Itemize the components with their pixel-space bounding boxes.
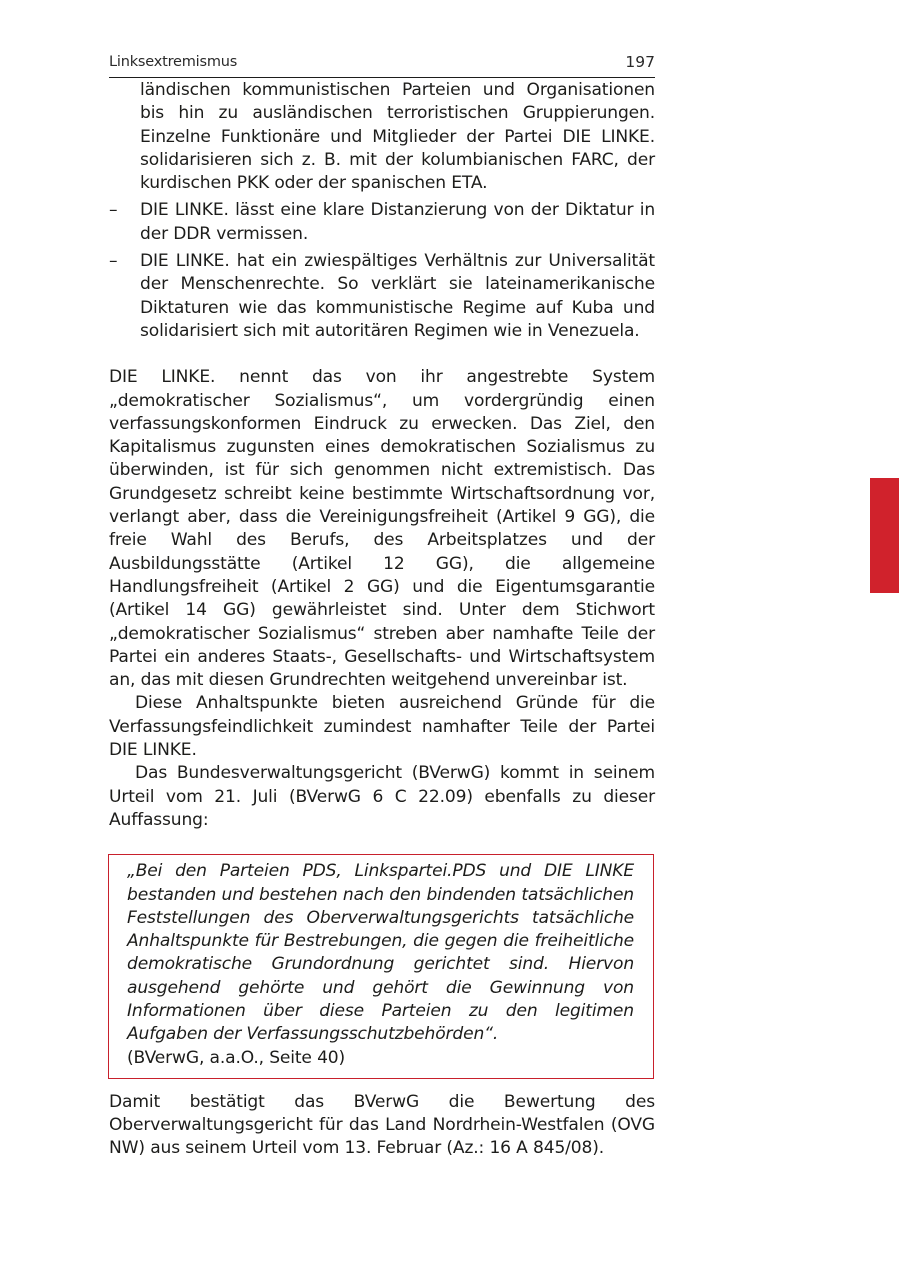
dash-bullet-icon: – <box>109 200 118 221</box>
closing-paragraph: Damit bestätigt das BVerwG die Bewertung des Oberverwaltungsgericht für das Land Nordrhein-Westfalen (OVG NW) aus seinem Urteil vom 13. Februar (Az.: 16 A 845/08). <box>109 1091 655 1159</box>
quote-box <box>108 854 654 1079</box>
dash-list <box>109 199 655 343</box>
paragraph: Diese Anhaltspunkte bieten ausreichend Gründe für die Verfassungsfeindlichkeit zumindest namhafter Teile der Partei DIE LINKE. <box>109 693 655 761</box>
list-item-text: DIE LINKE. lässt eine klare Distanzierung von der Diktatur in der DDR vermissen. <box>140 200 655 244</box>
body-text <box>109 79 655 1161</box>
paragraph: DIE LINKE. nennt das von ihr angestrebte System „demokratischer Sozialismus“, um vordergründig einen verfassungskonformen Eindruck zu erwecken. Das Ziel, den Kapitalismus zugunsten eines demokratischen Sozialismus zu überwinden, ist für sich genommen nicht extremistisch. Das Grundgesetz schreibt keine bestimmte Wirtschaftsordnung vor, verlangt aber, dass die Vereinigungsfreiheit (Artikel 9 GG), die freie Wahl des Berufs, des Arbeitsplatzes und der Ausbildungsstätte (Artikel 12 GG), die allgemeine Handlungsfreiheit (Artikel 2 GG) und die Eigentumsgarantie (Artikel 14 GG) gewährleistet sind. Unter dem Stichwort „demokratischer Sozialismus“ streben aber namhafte Teile der Partei ein anderes Staats-, Gesellschafts- und Wirtschaftsystem an, das mit diesen Grundrechten weitgehend unvereinbar ist. <box>109 367 655 691</box>
court-quote: „Bei den Parteien PDS, Linkspartei.PDS und DIE LINKE bestanden und bestehen nach den bindenden tatsächlichen Feststellungen des Oberverwaltungsgerichts tatsächliche Anhaltspunkte für Bestrebungen, die gegen die freiheitliche demokratische Grundordnung gerichtet sind. Hiervon ausgehend gehörte und gehört die Gewinnung von Informationen über diese Parteien zu den legitimen Aufgaben der Verfassungsschutzbehörden“. <box>127 861 634 1045</box>
continued-list-item: ländischen kommunistischen Parteien und Organisationen bis hin zu ausländischen terroristischen Gruppierungen. Einzelne Funktionäre und Mitglieder der Partei DIE LINKE. solidarisieren sich z. B. mit der kolumbianischen FARC, der kurdischen PKK oder der spanischen ETA. <box>140 80 655 194</box>
chapter-title: Linksextremismus <box>109 54 238 70</box>
list-item <box>109 199 655 246</box>
chapter-thumb-tab <box>870 478 899 593</box>
list-item-text: DIE LINKE. hat ein zwiespältiges Verhältnis zur Universalität der Menschenrechte. So verklärt sie lateinamerikanische Diktaturen wie das kommunistische Regime auf Kuba und solidarisiert sich mit autoritären Regimen wie in Venezuela. <box>140 251 655 341</box>
paragraph-gap <box>109 343 655 366</box>
list-item <box>109 250 655 343</box>
quote-source: (BVerwG, a.a.O., Seite 40) <box>127 1047 346 1068</box>
page-number: 197 <box>625 53 655 71</box>
paragraph: Das Bundesverwaltungsgericht (BVerwG) kommt in seinem Urteil vom 21. Juli (BVerwG 6 C 22.09) ebenfalls zu dieser Auffassung: <box>109 763 655 830</box>
running-header <box>109 50 655 78</box>
dash-bullet-icon: – <box>109 251 118 272</box>
page-content <box>109 50 655 1161</box>
